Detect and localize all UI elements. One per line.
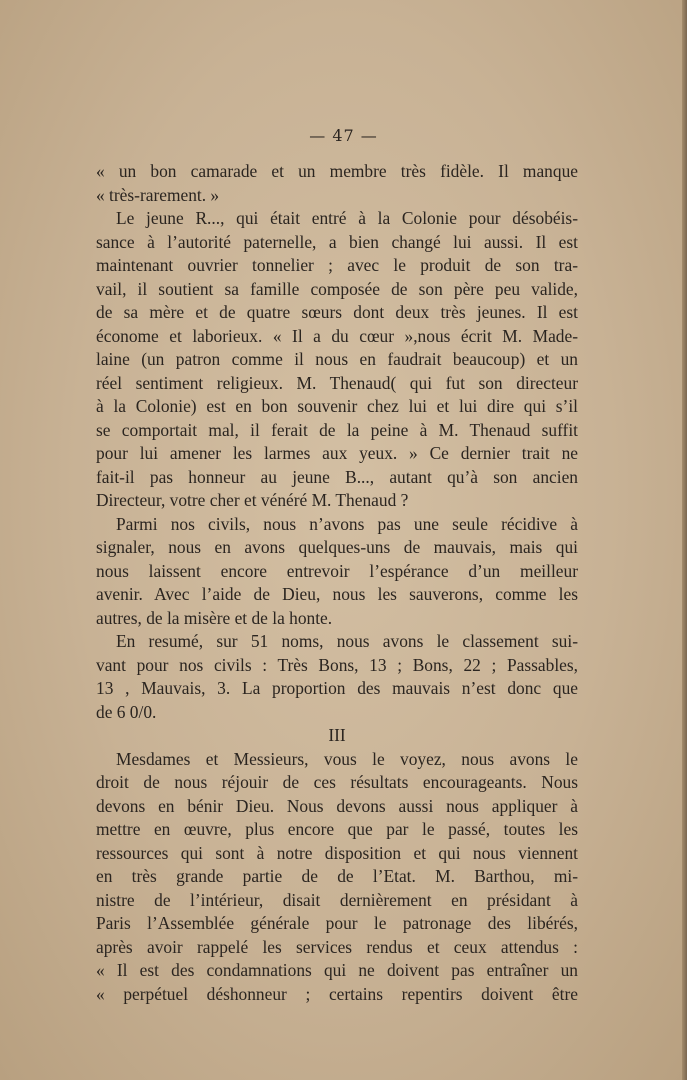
text-line: droit de nous réjouir de ces résultats encourageants. Nous (96, 772, 578, 792)
text-line: sance à l’autorité paternelle, a bien changé lui aussi. Il est (96, 231, 578, 252)
text-line: se comportait mal, il ferait de la peine à M. Thenaud suffit (96, 419, 578, 440)
text-line: « un bon camarade et un membre très fidèle. Il manque (96, 161, 578, 181)
text-line: vail, il soutient sa famille composée de son père peu valide, (96, 278, 578, 299)
text-line: après avoir rappelé les services rendus et ceux attendus : (96, 936, 578, 957)
text-line: maintenant ouvrier tonnelier ; avec le produit de son tra- (96, 255, 578, 275)
text-line: « Il est des condamnations qui ne doivent pas entraîner un (96, 960, 578, 980)
text-line: 13 , Mauvais, 3. La proportion des mauvais n’est donc que (96, 678, 578, 698)
text-line: de sa mère et de quatre sœurs dont deux très jeunes. Il est (96, 302, 578, 322)
text-line: devons en bénir Dieu. Nous devons aussi nous appliquer à (96, 795, 578, 816)
text-line: ressources qui sont à notre disposition et qui nous viennent (96, 842, 578, 863)
text-line: Le jeune R..., qui était entré à la Colonie pour désobéis- (116, 208, 578, 228)
text-line: autres, de la misère et de la honte. (96, 607, 333, 628)
text-line: fait-il pas honneur au jeune B..., autant qu’à son ancien (96, 466, 578, 487)
page-edge (682, 0, 687, 1080)
body-text (96, 160, 578, 1006)
text-line: laine (un patron comme il nous en faudrait beaucoup) et un (96, 349, 578, 369)
text-line: à la Colonie) est en bon souvenir chez lui et lui dire qui s’il (96, 396, 578, 416)
page-number: — 47 — (309, 126, 378, 145)
section-heading: III (328, 725, 346, 745)
text-line: économe et laborieux. « Il a du cœur »,nous écrit M. Made- (96, 325, 578, 346)
text-line: Directeur, votre cher et vénéré M. Thenaud ? (96, 490, 409, 510)
text-line: avenir. Avec l’aide de Dieu, nous les sauverons, comme les (96, 584, 578, 604)
text-line: En resumé, sur 51 noms, nous avons le classement sui- (116, 631, 578, 651)
text-line: Paris l’Assemblée générale pour le patronage des libérés, (96, 913, 578, 933)
text-line: mettre en œuvre, plus encore que par le passé, toutes les (96, 819, 578, 839)
text-line: réel sentiment religieux. M. Thenaud( qui fut son directeur (96, 372, 578, 393)
text-line: signaler, nous en avons quelques-uns de mauvais, mais qui (96, 537, 578, 557)
text-line: nistre de l’intérieur, disait dernièrement en présidant à (96, 889, 578, 910)
text-line: nous laissent encore entrevoir l’espérance d’un meilleur (96, 560, 578, 581)
text-line: vant pour nos civils : Très Bons, 13 ; Bons, 22 ; Passables, (96, 654, 578, 675)
text-line: « très-rarement. » (96, 184, 220, 205)
text-line: « perpétuel déshonneur ; certains repentirs doivent être (96, 983, 578, 1004)
text-line: de 6 0/0. (96, 701, 157, 722)
text-line: en très grande partie de de l’Etat. M. Barthou, mi- (96, 866, 578, 886)
text-line: Mesdames et Messieurs, vous le voyez, nous avons le (116, 748, 578, 769)
text-line: pour lui amener les larmes aux yeux. » Ce dernier trait ne (96, 443, 578, 463)
text-line: Parmi nos civils, nous n’avons pas une seule récidive à (116, 513, 578, 534)
